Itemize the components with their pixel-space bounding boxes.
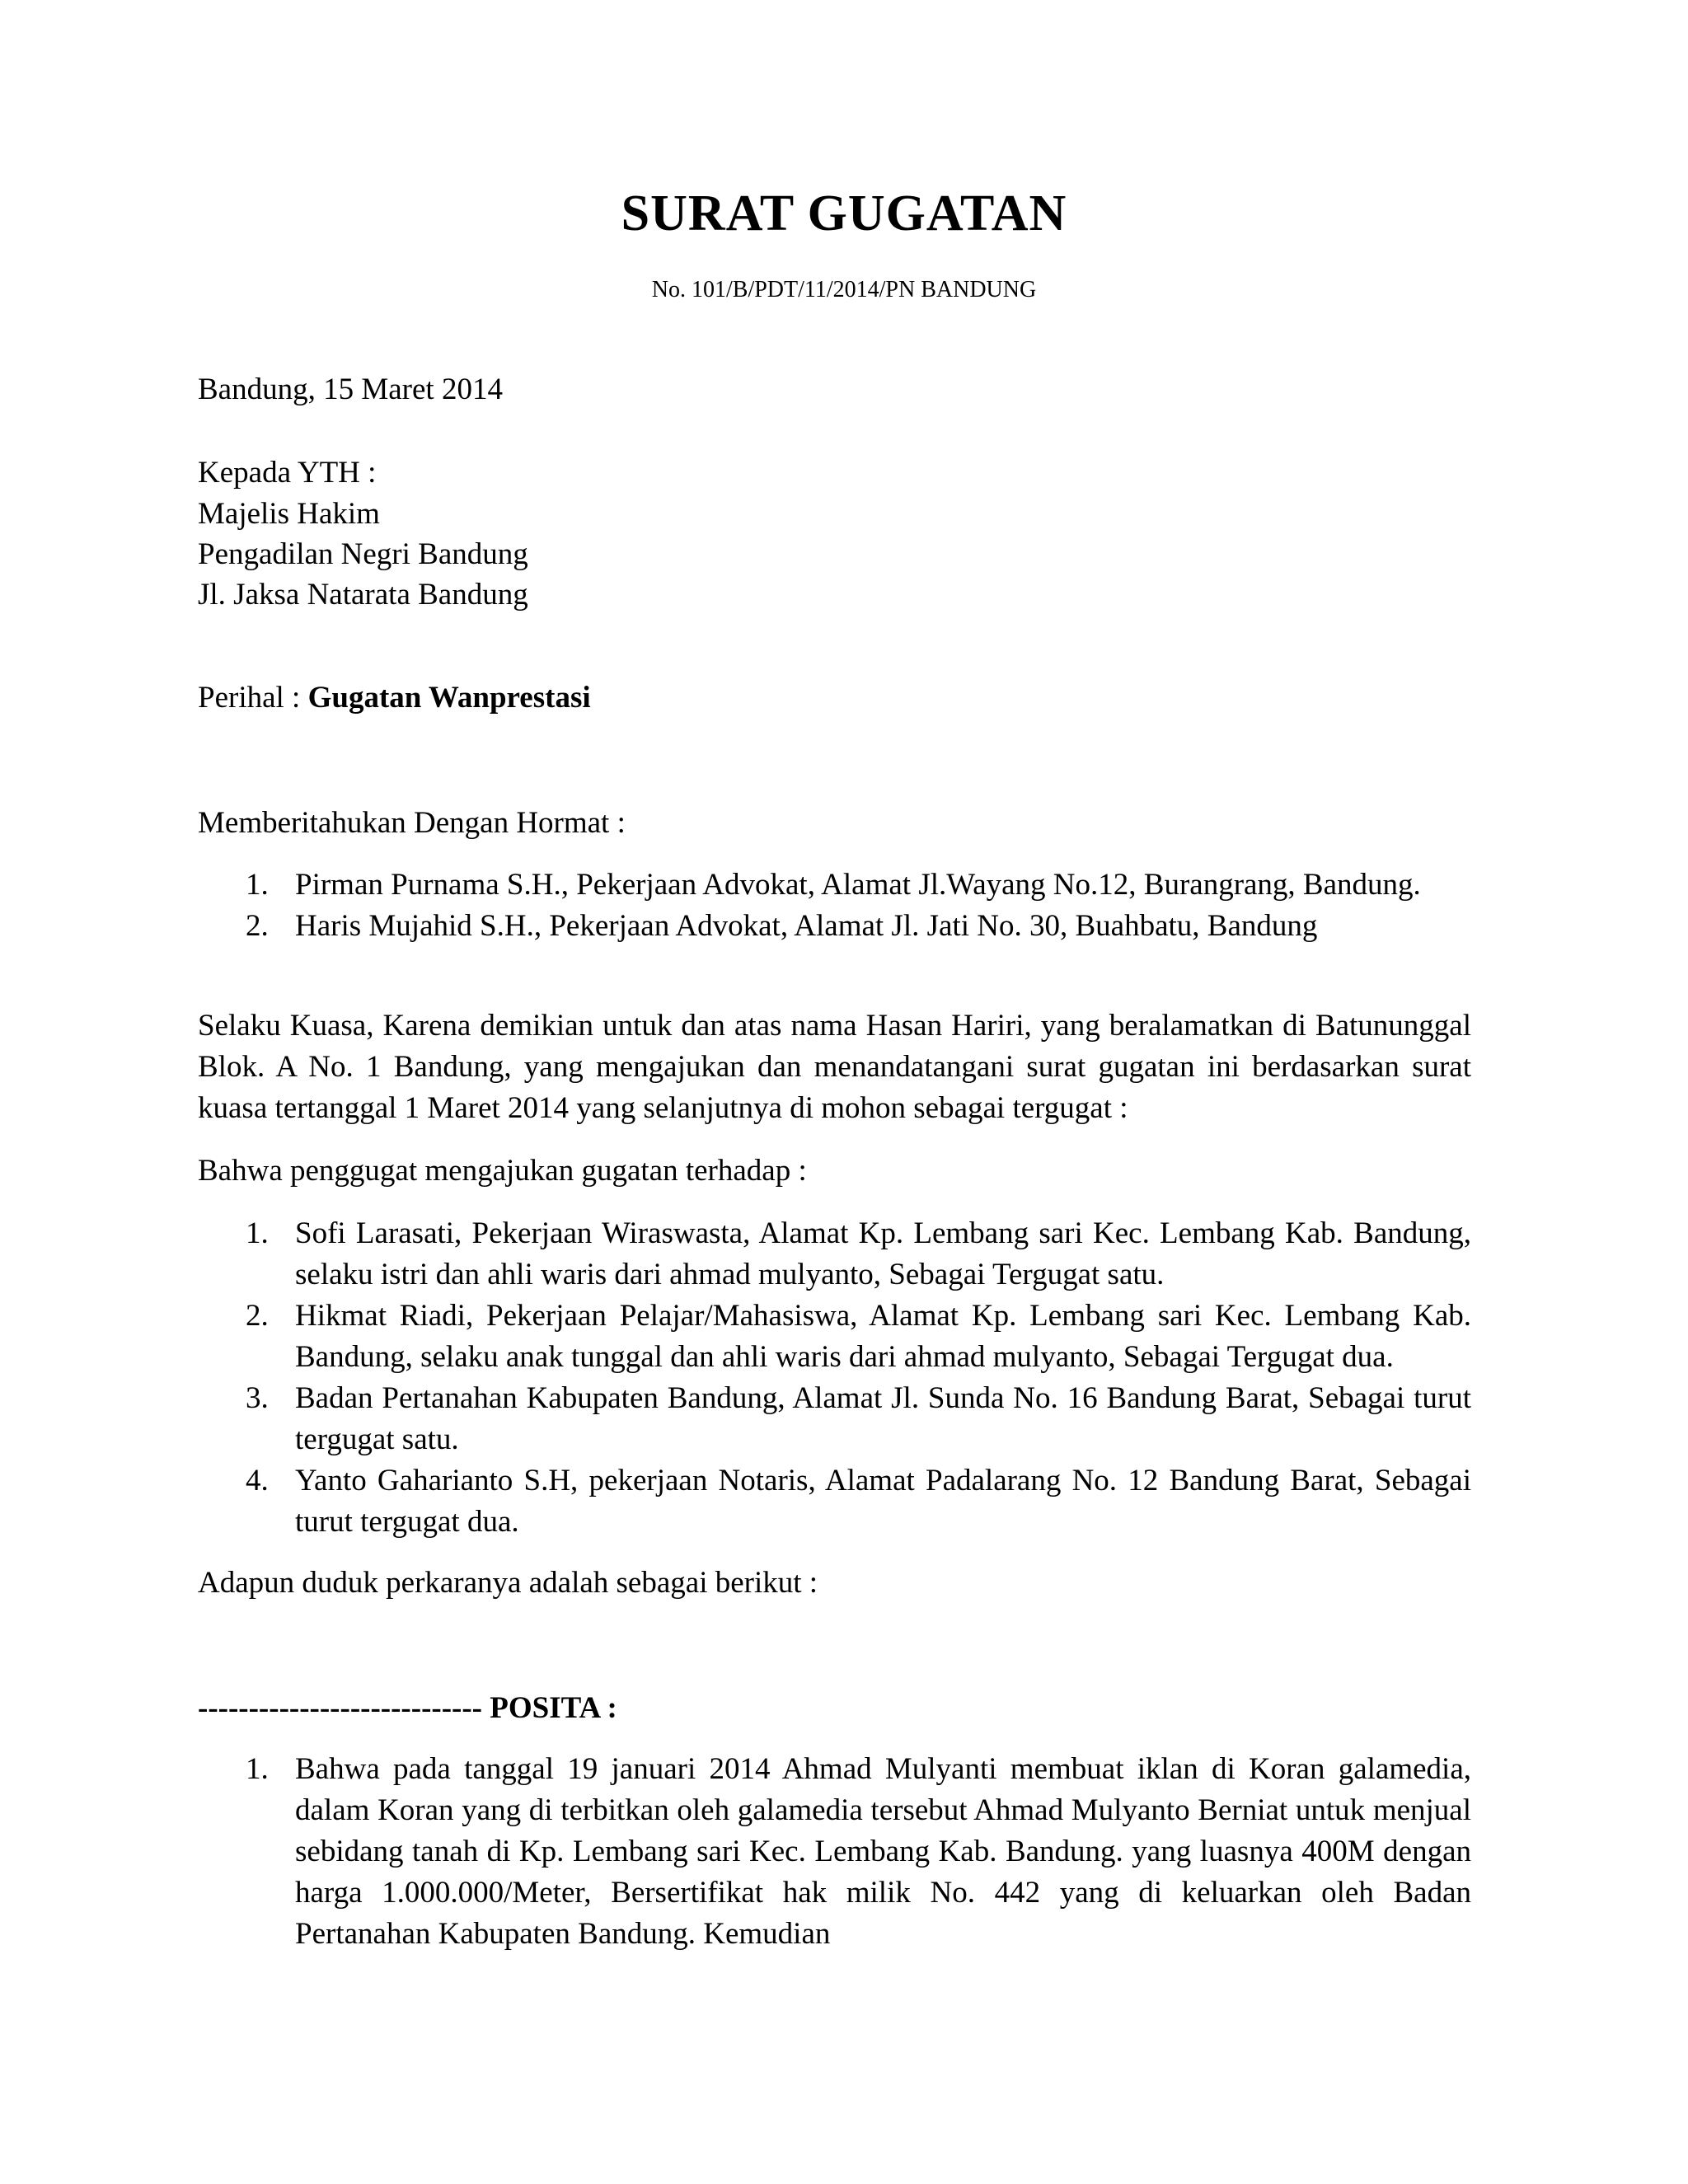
kuasa-paragraph: Selaku Kuasa, Karena demikian untuk dan atas nama Hasan Hariri, yang beralamatkan di Batununggal Blok. A No. 1 Bandung, yang mengajukan dan menandatangani surat gugatan ini berdasarkan surat kuasa tertanggal 1 Maret 2014 yang selanjutnya di mohon sebagai tergugat :: [198, 1009, 1471, 1125]
case-intro: Adapun duduk perkaranya adalah sebagai berikut :: [198, 1566, 818, 1600]
posita-heading: ---------------------------- POSITA :: [198, 1691, 617, 1725]
date-line: Bandung, 15 Maret 2014: [198, 373, 503, 406]
defendants-intro: Bahwa penggugat mengajukan gugatan terhadap :: [198, 1154, 807, 1188]
document-title: SURAT GUGATAN: [621, 185, 1067, 241]
recipient-line-3: Pengadilan Negri Bandung: [198, 537, 528, 571]
list-text: Sofi Larasati, Pekerjaan Wiraswasta, Alamat Kp. Lembang sari Kec. Lembang Kab. Bandung, selaku istri dan ahli waris dari ahmad mulyanto, Sebagai Tergugat satu.: [295, 1216, 1471, 1291]
list-text: Bahwa pada tanggal 19 januari 2014 Ahmad Mulyanti membuat iklan di Koran galamedia, dalam Koran yang di terbitkan oleh galamedia tersebut Ahmad Mulyanto Berniat untuk menjual sebidang tanah di Kp. Lembang sari Kec. Lembang Kab. Bandung. yang luasnya 400M dengan harga 1.000.000/Meter, Bersertifikat hak milik No. 442 yang di keluarkan oleh Badan Pertanahan Kabupaten Bandung. Kemudian: [295, 1752, 1471, 1951]
defendant-list: [198, 1213, 1471, 1543]
subject-label: Perihal :: [198, 681, 308, 715]
list-number: 3.: [246, 1381, 269, 1415]
list-item: [198, 906, 1471, 947]
list-text: Haris Mujahid S.H., Pekerjaan Advokat, Alamat Jl. Jati No. 30, Buahbatu, Bandung: [295, 909, 1318, 943]
list-item: [198, 1460, 1471, 1543]
lawyer-list: [198, 865, 1471, 947]
list-number: 4.: [246, 1464, 269, 1497]
list-text: Badan Pertanahan Kabupaten Bandung, Alamat Jl. Sunda No. 16 Bandung Barat, Sebagai turut tergugat satu.: [295, 1381, 1471, 1456]
list-number: 1.: [246, 1216, 269, 1250]
list-item: [198, 1378, 1471, 1460]
list-item: [198, 1296, 1471, 1378]
list-number: 1.: [246, 868, 269, 902]
list-item: [198, 1213, 1471, 1296]
list-number: 2.: [246, 909, 269, 943]
recipient-line-2: Majelis Hakim: [198, 497, 380, 531]
document-number: No. 101/B/PDT/11/2014/PN BANDUNG: [651, 277, 1037, 302]
list-text: Hikmat Riadi, Pekerjaan Pelajar/Mahasiswa, Alamat Kp. Lembang sari Kec. Lembang Kab. Bandung, selaku anak tunggal dan ahli waris dari ahmad mulyanto, Sebagai Tergugat dua.: [295, 1299, 1471, 1374]
list-item: [198, 1749, 1471, 1955]
list-item: [198, 865, 1471, 906]
subject-line: [198, 677, 591, 719]
recipient-line-4: Jl. Jaksa Natarata Bandung: [198, 578, 528, 612]
list-text: Pirman Purnama S.H., Pekerjaan Advokat, Alamat Jl.Wayang No.12, Burangrang, Bandung.: [295, 868, 1421, 902]
posita-list: [198, 1749, 1471, 1955]
greeting: Memberitahukan Dengan Hormat :: [198, 806, 626, 840]
list-number: 1.: [246, 1752, 269, 1786]
subject-value: Gugatan Wanprestasi: [307, 681, 591, 715]
recipient-line-1: Kepada YTH :: [198, 456, 377, 490]
list-number: 2.: [246, 1299, 269, 1333]
list-text: Yanto Gaharianto S.H, pekerjaan Notaris, Alamat Padalarang No. 12 Bandung Barat, Sebagai turut tergugat dua.: [295, 1464, 1471, 1539]
